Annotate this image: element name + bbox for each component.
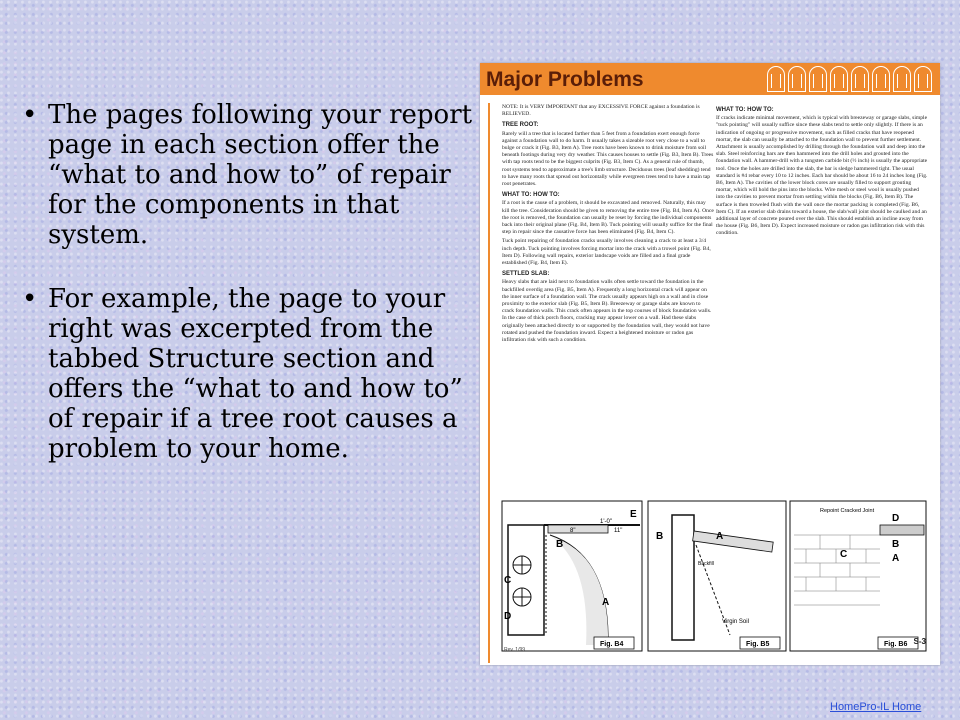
fig-b4-label-e: E bbox=[630, 509, 637, 520]
fig-b5-backfill: Backfill bbox=[698, 561, 714, 567]
fig-b4-label-b: B bbox=[556, 539, 564, 550]
document-right-column bbox=[716, 103, 928, 240]
home-link[interactable]: HomePro-IL Home bbox=[830, 701, 922, 713]
body-paragraph: If cracks indicate minimal movement, which is typical with breezeway or garage slabs, simple "tuck pointing" will usually suffice since these slabs tend to settle only slightly. If there is an indication of ongoing or progressive movement, such as filled cracks that have reopened mortar, the slab can usually be attached to the foundation wall to prevent further settlement. Attachment is usually accomplished by drilling through the foundation wall and deep into the slab. Steel reinforcing bars are then hammered into the drill holes and grouted into the foundation wall. A hammer-drill with a tungsten carbide bit (½ inch) is usually the appropriate tool. Once the holes are drilled into the slab, the bar is sledge hammered tight. The usual standard is #4 rebar every 10 to 12 inches. Each bar should be about 16 to 24 inches long (Fig. B6, Item A). The cavities of the lower block cores are usually filled to support grouting mortar, which will hold the pins into the blocks. Wire mesh or steel wool is usually pushed into the cavities to prevent mortar from settling within the blocks (Fig. B6, Item B). The surface is then troweled flush with the wall once the mortar packing is completed (Fig. B6, Item C). If an exterior slab drains toward a house, the slab/wall joint should be caulked and an additional layer of concrete poured over the slab. This should establish an incline away from the house (Fig. B6, Item D). Expect increased moisture or radon gas infiltration risk with this condition. bbox=[716, 115, 928, 237]
window-icon bbox=[893, 66, 911, 92]
fig-b4-dimension: 8" bbox=[570, 528, 576, 534]
fig-b6-caption: Fig. B6 bbox=[884, 641, 908, 648]
body-paragraph: Rarely will a tree that is located farther than 5 feet from a foundation exert enough force against a foundation wall to do harm. It usually takes a sizeable root very close to a wall to bulge or crack it (Fig. B3, Item A). Tree roots have been known to drink moisture from soil beneath footings during very dry weather. This causes houses to settle (Fig. B3, Item B). Trees with tap roots tend to be the biggest culprits (Fig. B3, Item C). As a general rule of thumb, root systems tend to approximate a tree's limb structure. Deciduous trees (leaf shedding) tend to have many roots that spread out horizontally while evergreen trees tend to have a main tap root penetrates. bbox=[502, 130, 714, 188]
window-icon bbox=[830, 66, 848, 92]
document-title: Major Problems bbox=[486, 68, 644, 91]
fig-b4-dimension: 11" bbox=[614, 528, 623, 534]
body-paragraph: If a root is the cause of a problem, it should be excavated and removed. Naturally, this may kill the tree. Consideration should be given to removing the entire tree (Fig. B4, Item A). Once the root is removed, the foundation can usually be reset by forcing the individual components back into their original plane (Fig. B4, Item B). Tuck pointing will usually suffice for the final step in repair since the causative force has been eliminated (Fig. B4, Item C). bbox=[502, 200, 714, 236]
fig-b4-label-a: A bbox=[602, 597, 610, 608]
fig-b5-caption: Fig. B5 bbox=[746, 641, 770, 648]
fig-b6-label-b: B bbox=[892, 539, 900, 550]
fig-b5-label-a: A bbox=[716, 531, 724, 542]
section-heading: TREE ROOT: bbox=[502, 122, 539, 129]
section-heading: WHAT TO: HOW TO: bbox=[502, 192, 560, 199]
fig-b6-label-a: A bbox=[892, 553, 900, 564]
fig-b4-caption: Fig. B4 bbox=[600, 641, 624, 648]
bullet-item bbox=[18, 284, 473, 464]
fig-b4-label-c: C bbox=[504, 575, 512, 586]
bullet-list bbox=[18, 100, 473, 498]
fig-b4-dimension: 1'-0" bbox=[600, 519, 612, 525]
bullet-dot-icon: • bbox=[22, 100, 38, 130]
bullet-text: For example, the page to your right was excerpted from the tabbed Structure section and offers the “what to and how to” of repair if a tree root causes a problem to your home. bbox=[48, 284, 463, 464]
figure-b5 bbox=[648, 501, 786, 651]
bullet-item bbox=[18, 100, 473, 250]
window-icon bbox=[809, 66, 827, 92]
document-revision: Rev. 1/99 bbox=[504, 647, 526, 653]
fig-b4-label-d: D bbox=[504, 611, 512, 622]
figure-b6 bbox=[790, 501, 926, 651]
body-paragraph: Heavy slabs that are laid next to foundation walls often settle toward the foundation in the backfilled overdig area (Fig. B5, Item A). Frequently a long horizontal crack will appear on the inner surface of a foundation wall. The crack usually appears high on a wall and in close proximity to the exterior slab (Fig. B5, Item B). Breezeway or garage slabs are known to crack foundation walls. This crack often appears in the top courses of block foundation walls. In the case of thick porch floors, cracking may appear lower on a wall. Had these slabs originally been attached directly to or supported by the foundation wall, they would not have rotated and pushed the foundation inward. Expect a heightened moisture or radon gas infiltration risk with such a condition. bbox=[502, 279, 712, 344]
document-header bbox=[480, 63, 940, 95]
body-paragraph: Tuck point repairing of foundation cracks usually involves cleaning a crack to at least a 3/4 inch depth. Tuck pointing involves forcing mortar into the crack with a trowel point (Fig. B4, Item D). Following wall repairs, exterior landscape voids are filled and a final grade established (Fig. B4, Item E). bbox=[502, 238, 711, 267]
window-icon bbox=[788, 66, 806, 92]
fig-b6-label-d: D bbox=[892, 513, 900, 524]
window-icon bbox=[872, 66, 890, 92]
figure-b4 bbox=[502, 501, 642, 651]
section-heading: SETTLED SLAB: bbox=[502, 271, 550, 278]
bullet-text: The pages following your report page in each section offer the “what to and how to” of repair for the components in that system. bbox=[48, 100, 473, 250]
bullet-dot-icon: • bbox=[22, 284, 38, 314]
tab-icons bbox=[767, 66, 932, 92]
fig-b5-virgin-soil: Virgin Soil bbox=[722, 619, 749, 625]
window-icon bbox=[767, 66, 785, 92]
fig-b6-label-c: C bbox=[840, 549, 848, 560]
section-heading: WHAT TO: HOW TO: bbox=[716, 107, 774, 113]
fig-b5-label-b: B bbox=[656, 531, 664, 542]
figure-strip bbox=[490, 495, 930, 655]
window-icon bbox=[914, 66, 932, 92]
fig-b6-repoint: Repoint Cracked Joint bbox=[820, 508, 875, 514]
document-left-column bbox=[502, 103, 714, 346]
body-paragraph: NOTE: It is VERY IMPORTANT that any EXCESSIVE FORCE against a foundation is RELIEVED. bbox=[502, 104, 700, 118]
document-page bbox=[480, 63, 940, 665]
window-icon bbox=[851, 66, 869, 92]
document-page-number: S-3 bbox=[913, 637, 926, 646]
